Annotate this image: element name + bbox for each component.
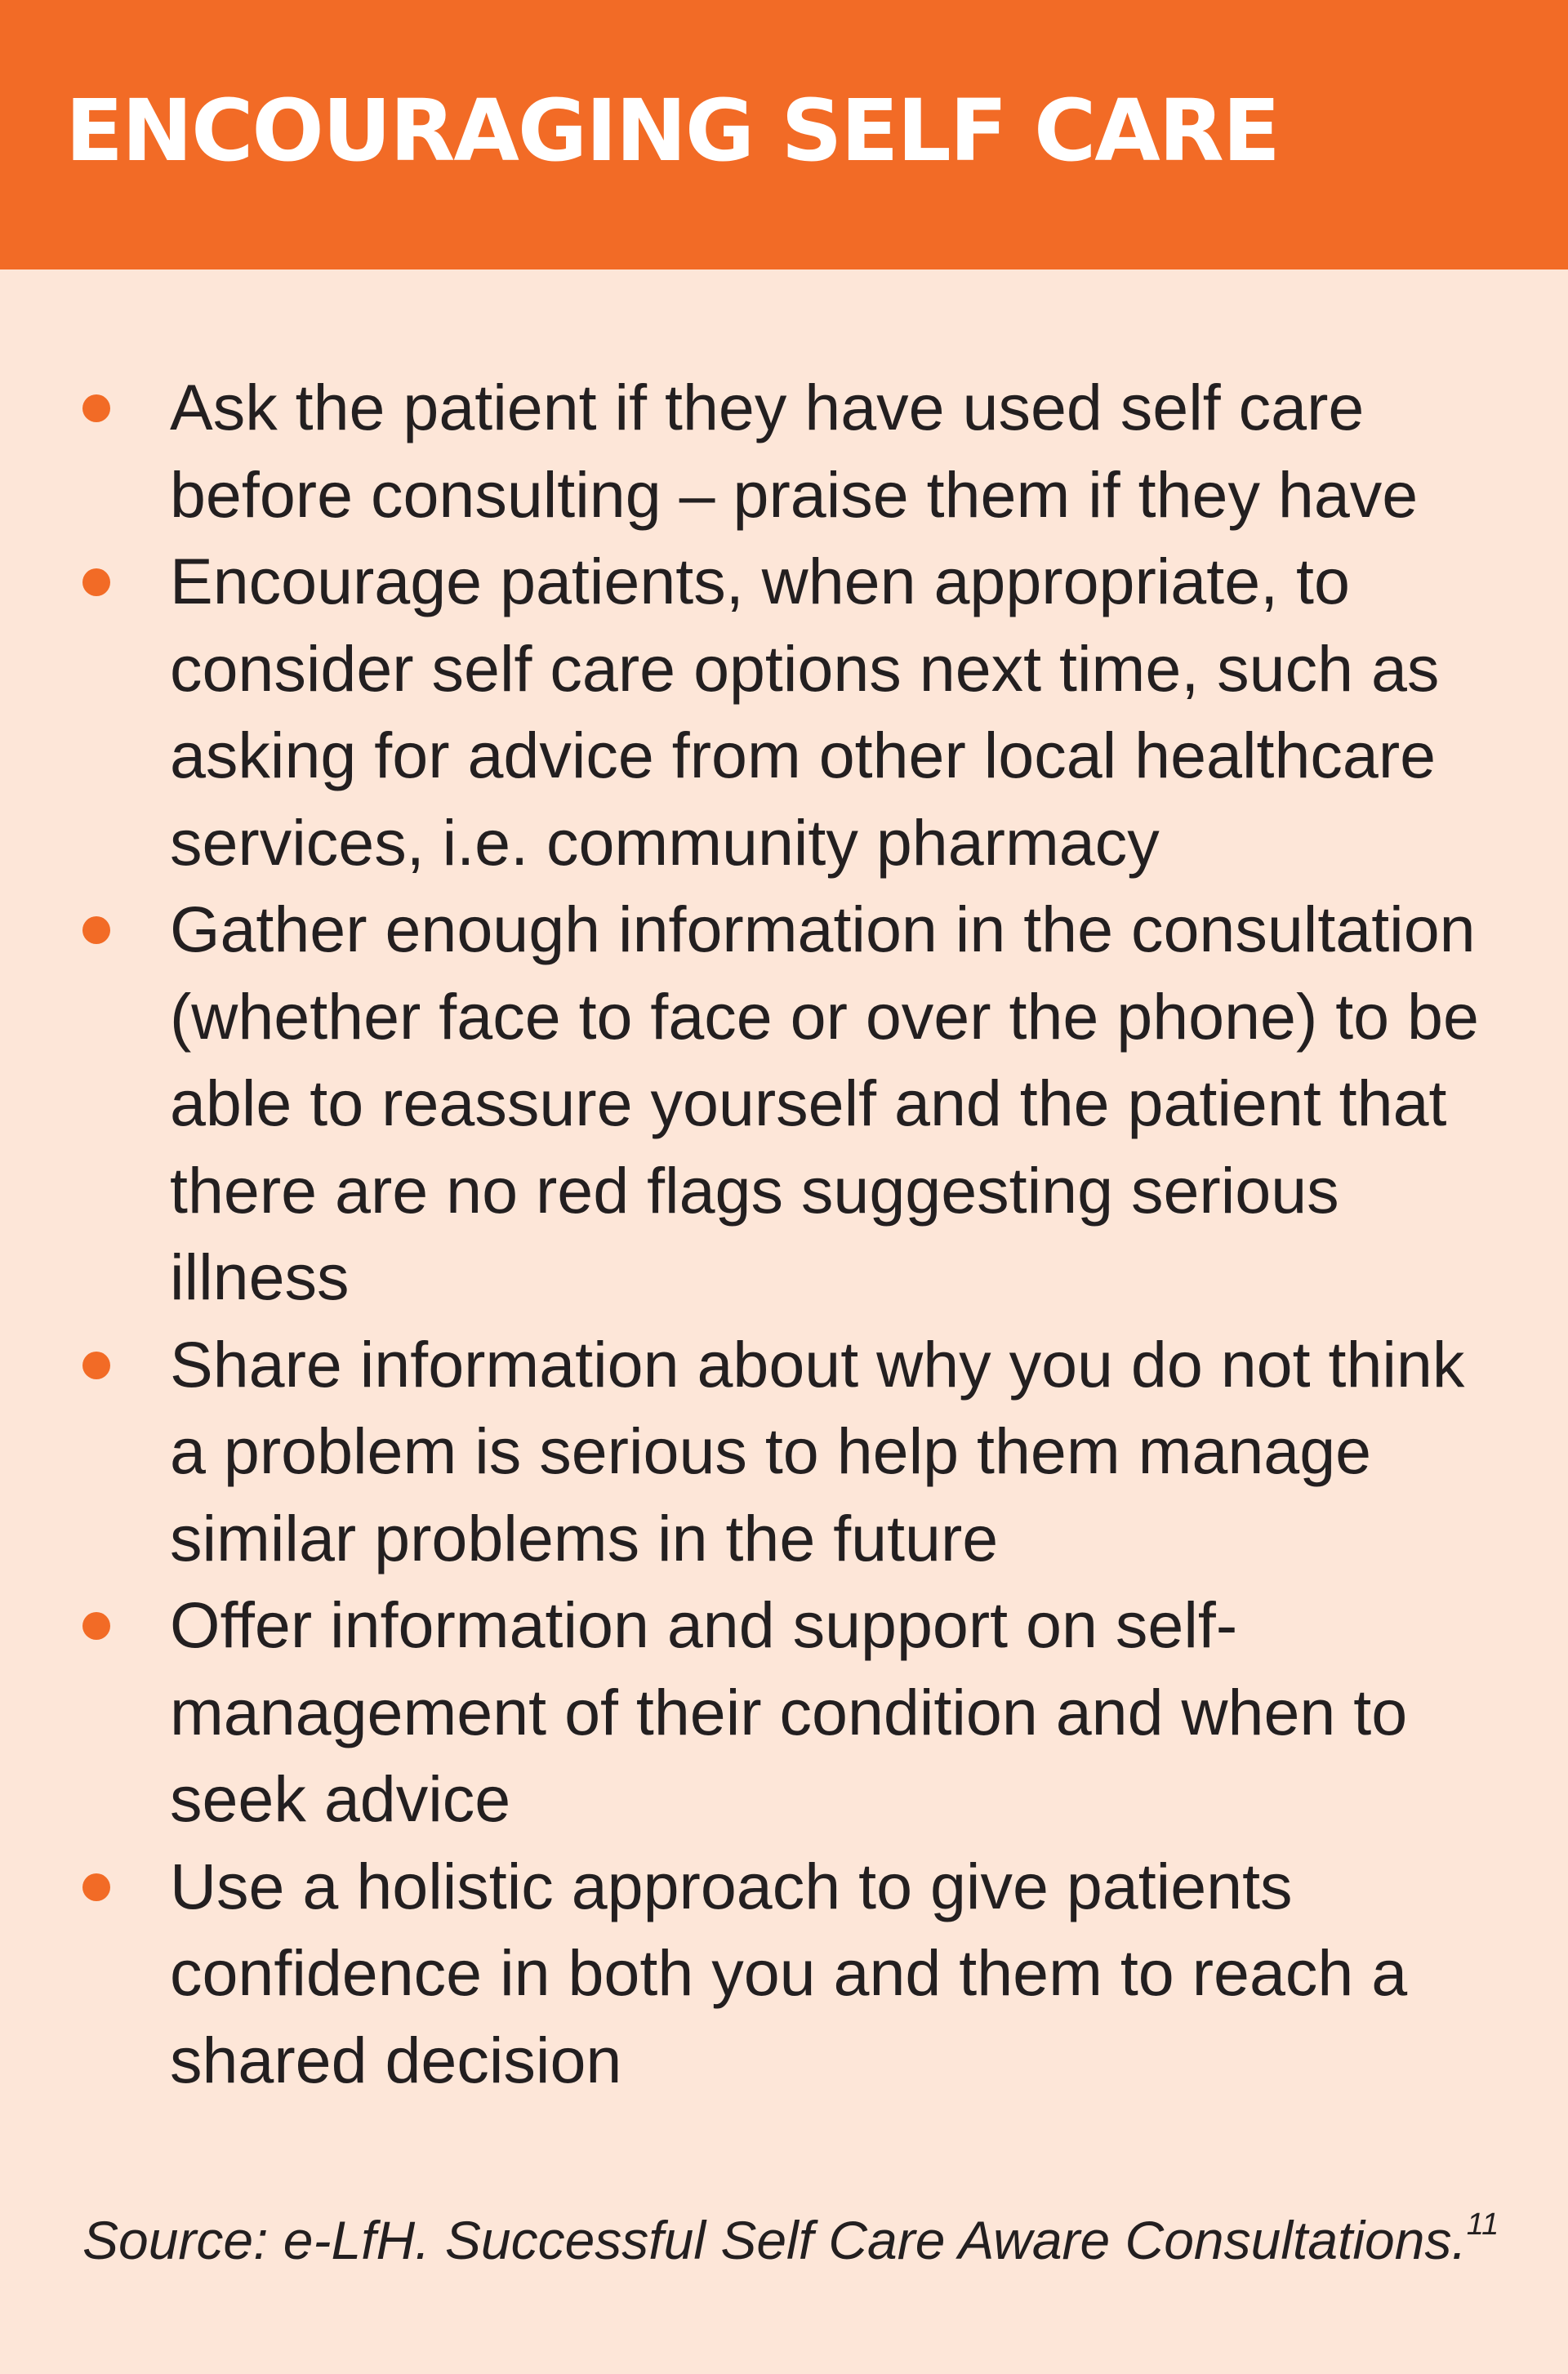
list-item [0, 1582, 1568, 1843]
content-panel [0, 269, 1568, 2374]
list-item-text: Offer information and support on self-management of their condition and when to seek advice [170, 1588, 1408, 1835]
bullet-dot-icon [82, 394, 110, 422]
bullet-list [0, 364, 1568, 2104]
bullet-dot-icon [82, 1352, 110, 1379]
list-item [0, 1843, 1568, 2105]
list-item-text: Use a holistic approach to give patients confidence in both you and them to reach a shared decision [170, 1849, 1408, 2096]
list-item-text: Ask the patient if they have used self care before consulting – praise them if they have [170, 371, 1419, 531]
list-item-text: Share information about why you do not think a problem is serious to help them manage similar problems in the future [170, 1327, 1465, 1575]
list-item [0, 886, 1568, 1321]
list-item-text: Gather enough information in the consultation (whether face to face or over the phone) to be able to reassure yourself and the patient that there are no red flags suggesting serious illness [170, 893, 1479, 1313]
bullet-dot-icon [82, 916, 110, 944]
list-item [0, 1321, 1568, 1583]
list-item [0, 364, 1568, 538]
bullet-dot-icon [82, 568, 110, 596]
list-item [0, 538, 1568, 886]
source-citation [82, 2207, 1520, 2273]
reference-number: 11 [1466, 2207, 1499, 2242]
page-title: ENCOURAGING SELF CARE [65, 81, 1279, 180]
list-item-text: Encourage patients, when appropriate, to consider self care options next time, such as asking for advice from other local healthcare services, i.e. community pharmacy [170, 545, 1440, 879]
header-banner [0, 0, 1568, 269]
source-text: Source: e-LfH. Successful Self Care Aware Consultations. [82, 2210, 1467, 2270]
bullet-dot-icon [82, 1612, 110, 1640]
bullet-dot-icon [82, 1873, 110, 1901]
